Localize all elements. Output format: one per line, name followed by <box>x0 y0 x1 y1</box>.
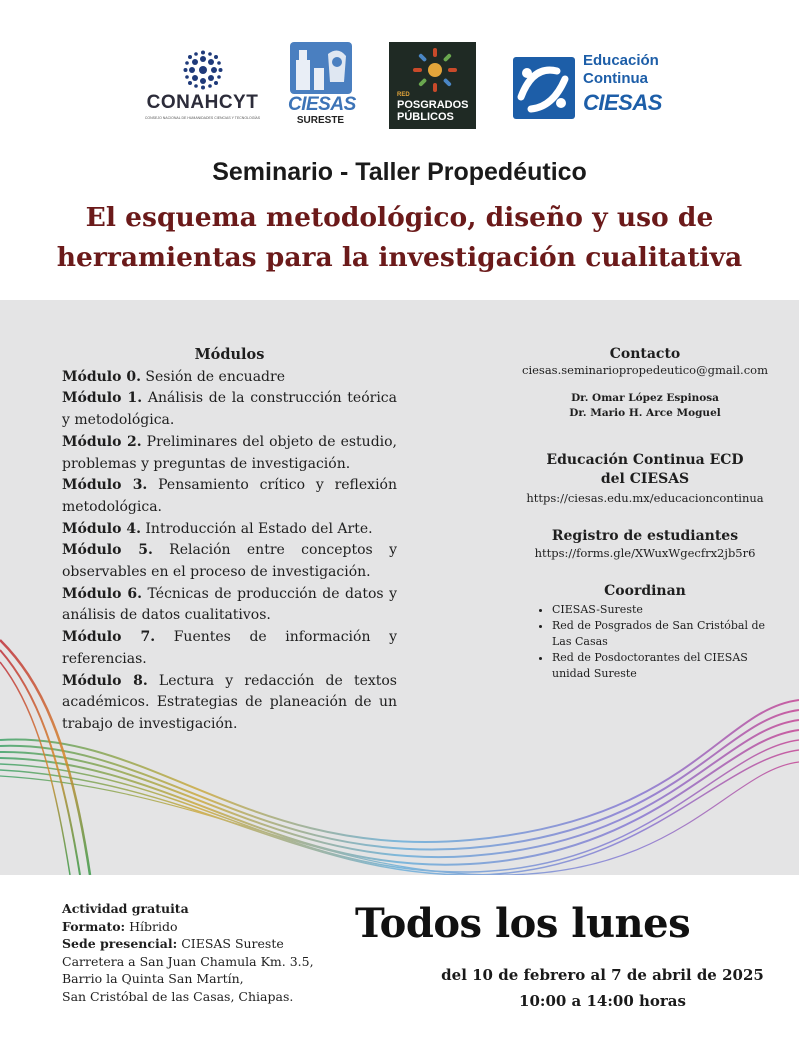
ciesas-sureste-logo <box>288 42 356 126</box>
module-label: Módulo 0. <box>62 368 141 385</box>
module-item <box>62 627 397 670</box>
event-title-line2: herramientas para la investigación cualitativa <box>56 242 743 273</box>
contact-heading: Contacto <box>609 346 681 362</box>
address-line: Carretera a San Juan Chamula Km. 3.5, <box>62 953 314 969</box>
date-range: del 10 de febrero al 7 de abril de 2025 <box>441 966 764 984</box>
coordinators-list <box>520 602 770 682</box>
red-posgrados-logo <box>389 42 476 129</box>
conahcyt-name: CONAHCYT <box>146 92 259 113</box>
module-text: Análisis de la construcción teórica y metodológica. <box>62 390 397 429</box>
module-text: Relación entre conceptos y observables en el proceso de investigación. <box>62 542 397 581</box>
ecd-link[interactable]: https://ciesas.edu.mx/educacioncontinua <box>526 491 764 505</box>
contact-person-1: Dr. Omar López Espinosa <box>571 392 719 404</box>
module-item <box>62 367 397 389</box>
conahcyt-emblem-icon <box>183 50 223 90</box>
conahcyt-subtitle: CONSEJO NACIONAL DE HUMANIDADES CIENCIAS Y TECNOLOGÍAS <box>144 116 261 120</box>
time-range: 10:00 a 14:00 horas <box>519 992 686 1010</box>
schedule-details <box>430 962 775 1014</box>
ecd-line3: CIESAS <box>583 90 662 115</box>
module-label: Módulo 4. <box>62 520 141 537</box>
module-text: Técnicas de producción de datos y análisis de datos cualitativos. <box>62 585 398 624</box>
modules-section <box>62 344 397 736</box>
ciesas-region: SURESTE <box>296 115 345 126</box>
ecd-line1: Educación <box>583 52 659 69</box>
posgrados-label: POSGRADOS <box>397 99 469 111</box>
ciesas-name: CIESAS <box>288 94 356 115</box>
module-label: Módulo 3. <box>62 477 148 494</box>
module-label: Módulo 8. <box>62 672 148 689</box>
sun-emblem-icon <box>389 44 476 99</box>
coordinators-heading: Coordinan <box>604 583 686 599</box>
format-label: Formato: <box>62 918 126 934</box>
module-label: Módulo 5. <box>62 542 153 559</box>
module-text: Fuentes de información y referencias. <box>62 629 397 667</box>
module-text: Lectura y redacción de textos académicos. Estrategias de planeación de un trabajo de investigación. <box>62 672 397 732</box>
format-value: Híbrido <box>125 918 178 934</box>
ciesas-emblem-icon <box>290 42 352 94</box>
coordinator-item: • Red de Posgrados de San Cristóbal de Las Casas <box>552 618 770 650</box>
ecd-emblem-icon <box>513 57 575 119</box>
module-text: Introducción al Estado del Arte. <box>140 520 373 537</box>
venue-value: CIESAS Sureste <box>177 936 284 951</box>
module-item <box>62 584 397 627</box>
venue-label: Sede presencial: <box>62 936 178 951</box>
contact-email[interactable]: ciesas.seminariopropedeutico@gmail.com <box>522 363 768 377</box>
ecd-line2: Continua <box>583 70 648 87</box>
address-line: Barrio la Quinta San Martín, <box>62 971 244 986</box>
module-text: Sesión de encuadre <box>140 368 285 385</box>
coordinator-item: • Red de Posdoctorantes del CIESAS unidad Sureste <box>552 650 770 682</box>
coordinator-item: • CIESAS-Sureste <box>552 602 770 618</box>
event-title <box>0 198 799 278</box>
contact-person-2: Dr. Mario H. Arce Moguel <box>569 407 721 419</box>
module-label: Módulo 7. <box>62 629 156 646</box>
registration-heading: Registro de estudiantes <box>551 528 739 544</box>
module-item <box>62 432 397 475</box>
logo-row <box>0 40 799 135</box>
module-item <box>62 671 397 736</box>
schedule-heading: Todos los lunes <box>355 900 691 947</box>
registration-link[interactable]: https://forms.gle/XWuxWgecfrx2jb5r6 <box>534 546 756 560</box>
module-item <box>62 540 397 583</box>
module-item <box>62 475 397 518</box>
module-label: Módulo 2. <box>62 433 142 450</box>
module-label: Módulo 6. <box>62 585 143 602</box>
module-item <box>62 519 397 541</box>
address-line: San Cristóbal de las Casas, Chiapas. <box>62 988 294 1004</box>
ecd-heading: Educación Continua ECD del CIESAS <box>546 452 744 487</box>
publicos-label: PÚBLICOS <box>397 111 454 123</box>
posgrados-red-label: RED <box>397 92 410 98</box>
modules-heading: Módulos <box>194 346 265 363</box>
module-text: Pensamiento crítico y reflexión metodológica. <box>62 477 397 515</box>
info-column <box>520 346 770 682</box>
module-text: Preliminares del objeto de estudio, problemas y preguntas de investigación. <box>62 433 398 472</box>
event-details <box>62 900 314 1005</box>
conahcyt-logo <box>140 50 265 120</box>
module-label: Módulo 1. <box>62 390 143 407</box>
educacion-continua-logo <box>513 52 673 122</box>
module-item <box>62 388 397 431</box>
free-activity-label: Actividad gratuita <box>62 901 189 916</box>
event-title-line1: El esquema metodológico, diseño y uso de <box>85 202 714 233</box>
event-type-heading: Seminario - Taller Propedéutico <box>212 158 587 186</box>
